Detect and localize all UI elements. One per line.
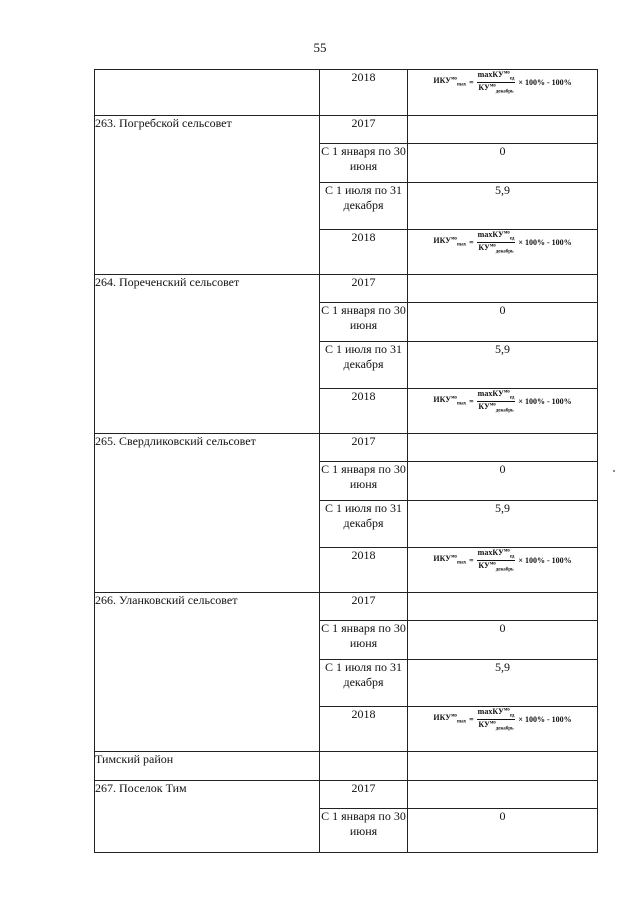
period-cell: 2018 — [320, 70, 408, 116]
formula-cell — [408, 389, 598, 434]
formula-lhs: $ИКУ^{мо}_{max}$ — [433, 554, 467, 566]
value-cell: 5,9 — [408, 660, 598, 707]
table-row — [95, 434, 598, 462]
period-cell: 2018 — [320, 548, 408, 593]
formula — [433, 230, 571, 254]
formula — [433, 70, 571, 94]
formula-cell — [408, 70, 598, 116]
municipality-name: 265. Свердликовский сельсовет — [95, 434, 320, 593]
formula-fraction — [477, 548, 516, 572]
formula-tail: × 100% - 100% — [518, 555, 572, 565]
period-cell: 2017 — [320, 781, 408, 809]
period-cell: 2018 — [320, 230, 408, 275]
formula-denominator: $КУ^{мо}_{декабрь}$ — [478, 242, 514, 255]
formula — [433, 548, 571, 572]
formula-tail: × 100% - 100% — [518, 237, 572, 247]
formula-denominator: $КУ^{мо}_{декабрь}$ — [478, 401, 514, 414]
value-cell: 0 — [408, 144, 598, 183]
formula-eq: = — [469, 714, 474, 724]
formula-tail: × 100% - 100% — [518, 714, 572, 724]
formula-tail: × 100% - 100% — [518, 77, 572, 87]
value-cell — [408, 752, 598, 781]
value-cell — [408, 275, 598, 303]
period-cell: С 1 января по 30 июня — [320, 144, 408, 183]
period-cell: 2017 — [320, 593, 408, 621]
table-row — [95, 781, 598, 809]
municipality-name: 263. Погребской сельсовет — [95, 116, 320, 275]
period-cell: 2017 — [320, 434, 408, 462]
formula-lhs: $ИКУ^{мо}_{max}$ — [433, 76, 467, 88]
formula — [433, 389, 571, 413]
period-cell: 2017 — [320, 275, 408, 303]
value-cell: 0 — [408, 809, 598, 853]
formula-denominator: $КУ^{мо}_{декабрь}$ — [478, 82, 514, 95]
period-cell: С 1 июля по 31 декабря — [320, 342, 408, 389]
formula-denominator: $КУ^{мо}_{декабрь}$ — [478, 719, 514, 732]
period-cell: С 1 января по 30 июня — [320, 462, 408, 501]
formula-fraction — [477, 389, 516, 413]
table-row-continuation — [95, 70, 598, 116]
municipality-name: 264. Пореченский сельсовет — [95, 275, 320, 434]
value-cell — [408, 116, 598, 144]
formula-lhs: $ИКУ^{мо}_{max}$ — [433, 713, 467, 725]
tariff-table — [94, 69, 598, 853]
period-cell: 2017 — [320, 116, 408, 144]
table-row — [95, 275, 598, 303]
municipality-name: 266. Уланковский сельсовет — [95, 593, 320, 752]
period-cell: С 1 июля по 31 декабря — [320, 660, 408, 707]
value-cell: 0 — [408, 621, 598, 660]
table-row — [95, 116, 598, 144]
formula-cell — [408, 548, 598, 593]
value-cell: 5,9 — [408, 183, 598, 230]
period-cell: С 1 июля по 31 декабря — [320, 183, 408, 230]
formula-numerator: maxКУ$^{мо}_{ед}$ — [477, 389, 515, 401]
formula-numerator: maxКУ$^{мо}_{ед}$ — [477, 70, 515, 82]
formula-lhs: $ИКУ^{мо}_{max}$ — [433, 395, 467, 407]
formula-denominator: $КУ^{мо}_{декабрь}$ — [478, 560, 514, 573]
formula-eq: = — [469, 237, 474, 247]
period-cell: С 1 января по 30 июня — [320, 303, 408, 342]
period-cell: 2018 — [320, 389, 408, 434]
district-name: Тимский район — [95, 752, 320, 781]
municipality-name: 267. Поселок Тим — [95, 781, 320, 853]
formula-numerator: maxКУ$^{мо}_{ед}$ — [477, 707, 515, 719]
period-cell: С 1 января по 30 июня — [320, 809, 408, 853]
period-cell: С 1 января по 30 июня — [320, 621, 408, 660]
period-cell: С 1 июля по 31 декабря — [320, 501, 408, 548]
period-cell: 2018 — [320, 707, 408, 752]
formula-fraction — [477, 707, 516, 731]
scan-speck — [613, 470, 615, 472]
table-row — [95, 593, 598, 621]
period-cell — [320, 752, 408, 781]
value-cell: 0 — [408, 462, 598, 501]
value-cell — [408, 434, 598, 462]
value-cell — [408, 781, 598, 809]
formula-fraction — [477, 70, 516, 94]
formula-tail: × 100% - 100% — [518, 396, 572, 406]
page-number: 55 — [313, 40, 327, 55]
formula — [433, 707, 571, 731]
formula-eq: = — [469, 77, 474, 87]
formula-numerator: maxКУ$^{мо}_{ед}$ — [477, 548, 515, 560]
formula-fraction — [477, 230, 516, 254]
formula-numerator: maxКУ$^{мо}_{ед}$ — [477, 230, 515, 242]
formula-lhs: $ИКУ^{мо}_{max}$ — [433, 236, 467, 248]
value-cell: 5,9 — [408, 501, 598, 548]
formula-cell — [408, 230, 598, 275]
value-cell: 5,9 — [408, 342, 598, 389]
municipality-cell — [95, 70, 320, 116]
formula-eq: = — [469, 555, 474, 565]
value-cell — [408, 593, 598, 621]
value-cell: 0 — [408, 303, 598, 342]
table-row-district — [95, 752, 598, 781]
formula-cell — [408, 707, 598, 752]
formula-eq: = — [469, 396, 474, 406]
